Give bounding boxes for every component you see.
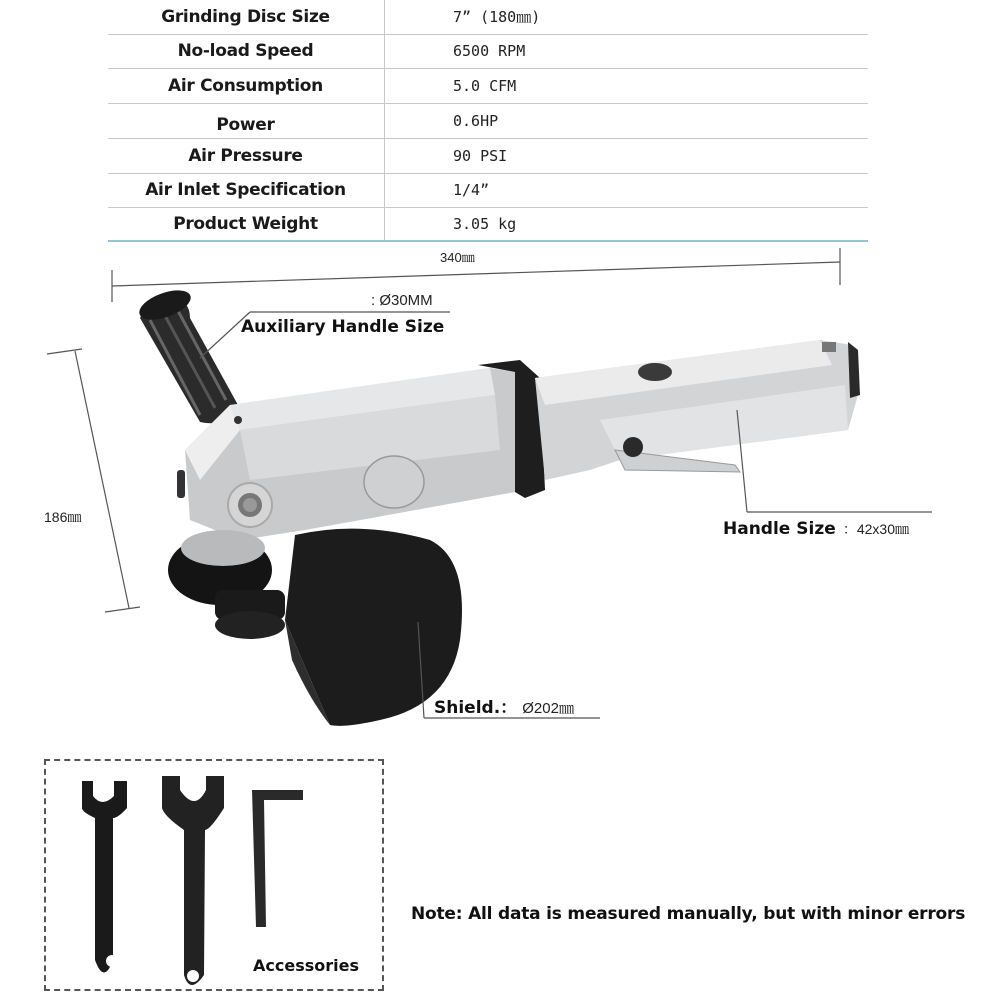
accessories-label: Accessories bbox=[253, 956, 359, 975]
spec-label: Air Inlet Specification bbox=[145, 180, 346, 200]
spec-label: Air Consumption bbox=[168, 76, 323, 96]
spec-label: Product Weight bbox=[173, 214, 318, 234]
spec-value: 90 PSI bbox=[453, 147, 508, 165]
shield-label: Shield.： bbox=[434, 698, 518, 718]
auxiliary-handle bbox=[136, 284, 238, 423]
spec-value: 3.05 kg bbox=[453, 215, 517, 233]
handle-size-label: Handle Size bbox=[723, 519, 836, 539]
spec-label: Power bbox=[216, 115, 275, 135]
length-dimension-label: 340㎜ bbox=[440, 250, 475, 265]
main-handle bbox=[535, 340, 860, 480]
aux-handle-size-label: Auxiliary Handle Size bbox=[241, 317, 445, 337]
handle-size-value: ：42x30㎜ bbox=[842, 521, 909, 537]
shield-value: Ø202㎜ bbox=[522, 700, 574, 717]
height-dimension-line bbox=[47, 349, 140, 612]
measurement-note: Note: All data is measured manually, but with minor errors bbox=[411, 904, 966, 924]
length-dimension-line bbox=[112, 248, 840, 302]
spec-value: 1/4” bbox=[453, 181, 490, 199]
shield-callout bbox=[434, 693, 574, 718]
spec-label: Grinding Disc Size bbox=[161, 7, 330, 27]
height-dimension-label: 186㎜ bbox=[44, 509, 82, 525]
spec-value: 7” (180㎜) bbox=[453, 8, 541, 26]
handle-size-callout bbox=[723, 519, 909, 539]
spec-value: 6500 RPM bbox=[453, 42, 526, 60]
spec-label: Air Pressure bbox=[188, 146, 303, 166]
aux-handle-size-value: : Ø30MM bbox=[371, 292, 433, 309]
spec-value: 0.6HP bbox=[453, 112, 499, 130]
spec-label: No-load Speed bbox=[177, 41, 314, 61]
spec-value: 5.0 CFM bbox=[453, 77, 517, 95]
